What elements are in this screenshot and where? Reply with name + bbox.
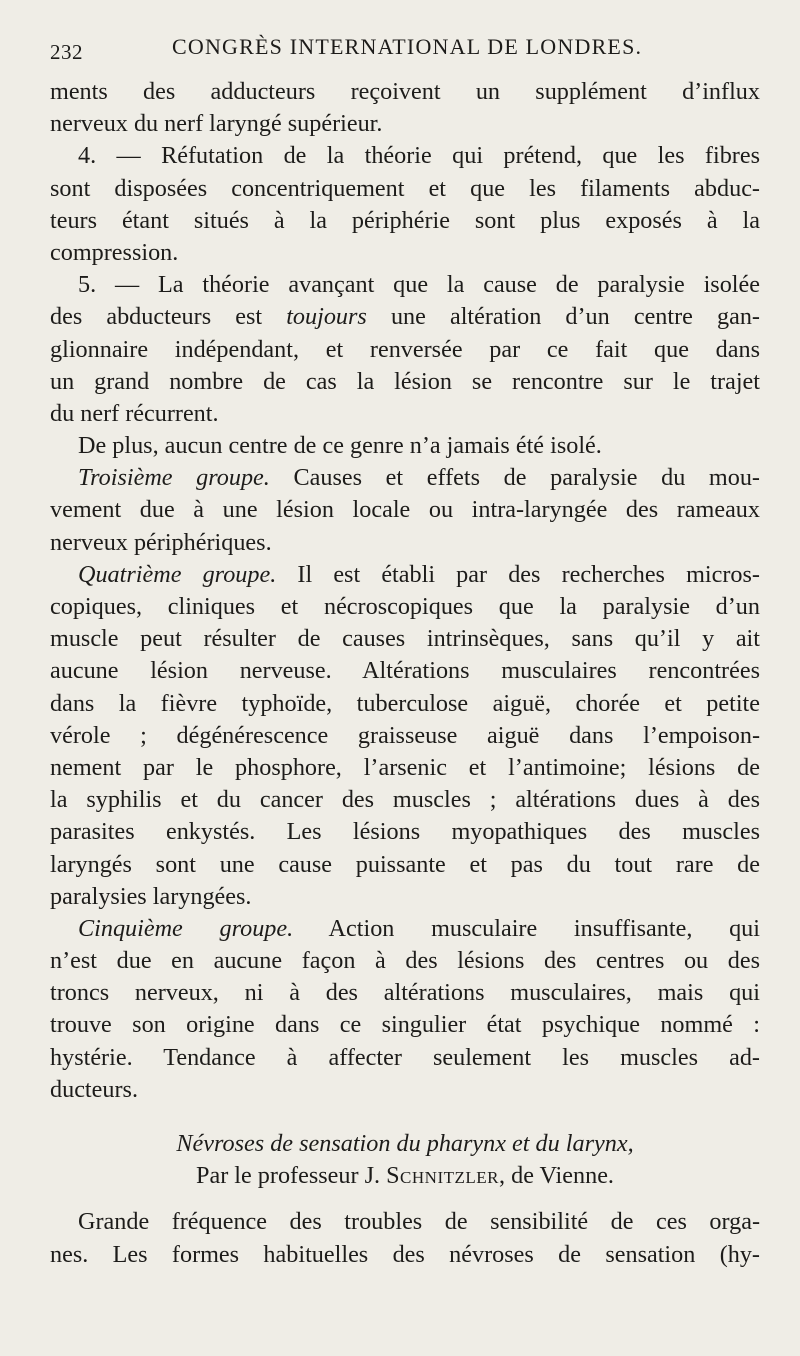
byline-prefix: Par le professeur J.: [196, 1162, 387, 1190]
page-header: [50, 34, 760, 64]
text-line: un grand nombre de cas la lésion se rencontre sur le trajet: [50, 367, 760, 395]
section-title-text: Névroses de sensation du pharynx et du larynx,: [176, 1130, 634, 1157]
page-number: 232: [50, 40, 83, 64]
text-line: De plus, aucun centre de ce genre n’a jamais été isolé.: [78, 432, 602, 460]
author-name: Schnitzler: [386, 1162, 499, 1190]
text-line: [50, 462, 760, 494]
text-line: [50, 913, 760, 945]
text-line: glionnaire indépendant, et renversée par ce fait que dans: [50, 335, 760, 363]
text-line: ducteurs.: [50, 1075, 138, 1103]
text-line: muscle peut résulter de causes intrinsèques, sans qu’il y ait: [50, 625, 760, 653]
text-line: paralysies laryngées.: [50, 882, 252, 910]
running-title: CONGRÈS INTERNATIONAL DE LONDRES.: [172, 34, 643, 59]
section-title: [50, 1128, 760, 1160]
text-line: Grande fréquence des troubles de sensibilité de ces orga-: [78, 1208, 760, 1236]
text-line: nerveux du nerf laryngé supérieur.: [50, 110, 383, 138]
text-line: ments des adducteurs reçoivent un supplément d’influx: [50, 78, 760, 105]
text-line: du nerf récurrent.: [50, 399, 219, 427]
text-line: parasites enkystés. Les lésions myopathiques des muscles: [50, 818, 760, 846]
text-line: [50, 301, 760, 333]
text-line: hystérie. Tendance à affecter seulement les muscles ad-: [50, 1043, 760, 1071]
text-line: aucune lésion nerveuse. Altérations musculaires rencontrées: [50, 657, 760, 685]
emphasis-text: toujours: [286, 303, 367, 331]
byline-suffix: , de Vienne.: [499, 1162, 614, 1190]
text-segment: Causes et effets de paralysie du mou-: [269, 464, 760, 492]
section-spacer: [50, 1192, 760, 1206]
section-byline: [50, 1160, 760, 1192]
text-line: trouve son origine dans ce singulier état psychique nommé :: [50, 1011, 760, 1039]
group-heading: Troisième groupe.: [78, 464, 270, 492]
text-segment: Il est établi par des recherches micros-: [276, 560, 760, 588]
text-line: la syphilis et du cancer des muscles ; altérations dues à des: [50, 786, 760, 814]
text-segment: une altération d’un centre gan-: [366, 303, 760, 331]
text-line: 5. — La théorie avançant que la cause de paralysie isolée: [78, 271, 760, 299]
text-line: vérole ; dégénérescence graisseuse aiguë dans l’empoison-: [50, 721, 760, 749]
text-line: laryngés sont une cause puissante et pas du tout rare de: [50, 850, 760, 878]
section-spacer: [50, 1106, 760, 1128]
text-line: 4. — Réfutation de la théorie qui prétend, que les fibres: [78, 142, 760, 170]
text-line: compression.: [50, 238, 179, 266]
text-line: dans la fièvre typhoïde, tuberculose aiguë, chorée et petite: [50, 689, 760, 717]
text-line: nement par le phosphore, l’arsenic et l’antimoine; lésions de: [50, 753, 760, 781]
group-heading: Cinquième groupe.: [78, 914, 294, 942]
text-segment: des abducteurs est: [50, 303, 287, 331]
text-line: sont disposées concentriquement et que les filaments abduc-: [50, 174, 760, 202]
group-heading: Quatrième groupe.: [78, 560, 277, 588]
text-line: nerveux périphériques.: [50, 528, 272, 556]
text-segment: Action musculaire insuffisante, qui: [293, 914, 760, 942]
body-text: [50, 76, 760, 1271]
text-line: [50, 559, 760, 591]
text-line: troncs nerveux, ni à des altérations musculaires, mais qui: [50, 979, 760, 1007]
text-line: teurs étant situés à la périphérie sont plus exposés à la: [50, 206, 760, 234]
text-line: vement due à une lésion locale ou intra-laryngée des rameaux: [50, 496, 760, 524]
text-line: n’est due en aucune façon à des lésions des centres ou des: [50, 947, 760, 975]
text-line: copiques, cliniques et nécroscopiques que la paralysie d’un: [50, 593, 760, 620]
text-line: nes. Les formes habituelles des névroses de sensation (hy-: [50, 1240, 760, 1268]
